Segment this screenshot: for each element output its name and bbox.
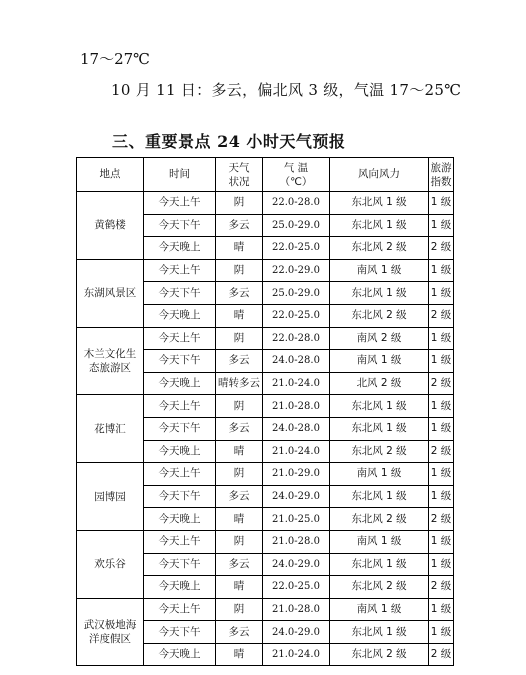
temperature-cell: 24.0-28.0 [263, 417, 330, 440]
travel-index-cell: 1 级 [429, 214, 454, 237]
location-cell: 欢乐谷 [77, 530, 144, 598]
time-cell: 今天晚上 [144, 372, 216, 395]
weather-cell: 晴 [216, 440, 263, 463]
scenic-forecast-table [76, 157, 454, 666]
weather-cell: 晴 [216, 576, 263, 599]
weather-cell: 多云 [216, 417, 263, 440]
temperature-cell: 21.0-28.0 [263, 530, 330, 553]
weather-cell: 晴 [216, 304, 263, 327]
temperature-cell: 22.0-28.0 [263, 327, 330, 350]
location-cell: 武汉极地海洋度假区 [77, 598, 144, 666]
location-cell: 木兰文化生态旅游区 [77, 327, 144, 395]
header-travel-index: 旅游指数 [429, 158, 454, 192]
weather-cell: 阴 [216, 259, 263, 282]
section-title: 三、重要景点 24 小时天气预报 [112, 132, 346, 151]
table-row [77, 598, 454, 621]
travel-index-cell: 2 级 [429, 304, 454, 327]
weather-cell: 阴 [216, 192, 263, 215]
time-cell: 今天下午 [144, 485, 216, 508]
wind-cell: 东北风 2 级 [330, 440, 429, 463]
wind-cell: 东北风 1 级 [330, 282, 429, 305]
table-row [77, 395, 454, 418]
travel-index-cell: 1 级 [429, 350, 454, 373]
wind-cell: 南风 1 级 [330, 259, 429, 282]
temperature-cell: 25.0-29.0 [263, 214, 330, 237]
temperature-cell: 22.0-25.0 [263, 237, 330, 260]
temperature-range-line: 17～27℃ [80, 50, 150, 68]
header-weather: 天气状况 [216, 158, 263, 192]
temperature-cell: 21.0-24.0 [263, 440, 330, 463]
wind-cell: 北风 2 级 [330, 372, 429, 395]
weather-cell: 晴 [216, 237, 263, 260]
weather-cell: 阴 [216, 530, 263, 553]
table-row [77, 327, 454, 350]
temperature-cell: 21.0-24.0 [263, 372, 330, 395]
weather-cell: 多云 [216, 350, 263, 373]
weather-cell: 阴 [216, 463, 263, 486]
temperature-cell: 21.0-28.0 [263, 598, 330, 621]
wind-cell: 东北风 2 级 [330, 237, 429, 260]
wind-cell: 南风 1 级 [330, 530, 429, 553]
time-cell: 今天晚上 [144, 643, 216, 666]
wind-cell: 东北风 2 级 [330, 643, 429, 666]
weather-cell: 多云 [216, 621, 263, 644]
time-cell: 今天上午 [144, 598, 216, 621]
weather-cell: 多云 [216, 214, 263, 237]
time-cell: 今天下午 [144, 214, 216, 237]
table-row [77, 192, 454, 215]
wind-cell: 南风 2 级 [330, 327, 429, 350]
wind-cell: 东北风 1 级 [330, 553, 429, 576]
travel-index-cell: 1 级 [429, 282, 454, 305]
forecast-line: 10 月 11 日：多云，偏北风 3 级，气温 17～25℃ [111, 81, 462, 99]
temperature-cell: 21.0-25.0 [263, 508, 330, 531]
wind-cell: 东北风 1 级 [330, 417, 429, 440]
wind-cell: 东北风 1 级 [330, 214, 429, 237]
header-location: 地点 [77, 158, 144, 192]
time-cell: 今天下午 [144, 621, 216, 644]
travel-index-cell: 1 级 [429, 192, 454, 215]
travel-index-cell: 2 级 [429, 643, 454, 666]
table-row [77, 259, 454, 282]
travel-index-cell: 1 级 [429, 553, 454, 576]
temperature-cell: 24.0-28.0 [263, 350, 330, 373]
weather-cell: 晴 [216, 508, 263, 531]
temperature-cell: 24.0-29.0 [263, 485, 330, 508]
temperature-cell: 21.0-29.0 [263, 463, 330, 486]
weather-cell: 阴 [216, 327, 263, 350]
table-header-row [77, 158, 454, 192]
header-wind: 风向风力 [330, 158, 429, 192]
wind-cell: 南风 1 级 [330, 350, 429, 373]
travel-index-cell: 2 级 [429, 508, 454, 531]
travel-index-cell: 1 级 [429, 463, 454, 486]
time-cell: 今天下午 [144, 282, 216, 305]
temperature-cell: 22.0-25.0 [263, 304, 330, 327]
time-cell: 今天晚上 [144, 508, 216, 531]
time-cell: 今天上午 [144, 192, 216, 215]
temperature-cell: 25.0-29.0 [263, 282, 330, 305]
wind-cell: 东北风 2 级 [330, 576, 429, 599]
time-cell: 今天上午 [144, 463, 216, 486]
travel-index-cell: 2 级 [429, 237, 454, 260]
travel-index-cell: 1 级 [429, 485, 454, 508]
travel-index-cell: 1 级 [429, 417, 454, 440]
wind-cell: 东北风 1 级 [330, 395, 429, 418]
time-cell: 今天晚上 [144, 304, 216, 327]
weather-cell: 多云 [216, 282, 263, 305]
time-cell: 今天晚上 [144, 237, 216, 260]
location-cell: 东湖风景区 [77, 259, 144, 327]
time-cell: 今天晚上 [144, 576, 216, 599]
time-cell: 今天下午 [144, 417, 216, 440]
travel-index-cell: 1 级 [429, 327, 454, 350]
wind-cell: 南风 1 级 [330, 598, 429, 621]
wind-cell: 东北风 2 级 [330, 508, 429, 531]
weather-cell: 多云 [216, 553, 263, 576]
temperature-cell: 21.0-24.0 [263, 643, 330, 666]
header-temperature: 气 温（℃） [263, 158, 330, 192]
table-row [77, 463, 454, 486]
time-cell: 今天上午 [144, 530, 216, 553]
weather-cell: 晴转多云 [216, 372, 263, 395]
wind-cell: 南风 1 级 [330, 463, 429, 486]
weather-cell: 阴 [216, 395, 263, 418]
time-cell: 今天下午 [144, 350, 216, 373]
time-cell: 今天晚上 [144, 440, 216, 463]
travel-index-cell: 2 级 [429, 576, 454, 599]
time-cell: 今天上午 [144, 327, 216, 350]
weather-cell: 阴 [216, 598, 263, 621]
travel-index-cell: 1 级 [429, 598, 454, 621]
wind-cell: 东北风 1 级 [330, 485, 429, 508]
wind-cell: 东北风 1 级 [330, 192, 429, 215]
time-cell: 今天上午 [144, 259, 216, 282]
temperature-cell: 22.0-25.0 [263, 576, 330, 599]
temperature-cell: 21.0-28.0 [263, 395, 330, 418]
temperature-cell: 24.0-29.0 [263, 553, 330, 576]
temperature-cell: 24.0-29.0 [263, 621, 330, 644]
location-cell: 园博园 [77, 463, 144, 531]
temperature-cell: 22.0-29.0 [263, 259, 330, 282]
travel-index-cell: 1 级 [429, 259, 454, 282]
weather-cell: 晴 [216, 643, 263, 666]
wind-cell: 东北风 1 级 [330, 621, 429, 644]
travel-index-cell: 1 级 [429, 395, 454, 418]
time-cell: 今天下午 [144, 553, 216, 576]
temperature-cell: 22.0-28.0 [263, 192, 330, 215]
weather-cell: 多云 [216, 485, 263, 508]
time-cell: 今天上午 [144, 395, 216, 418]
travel-index-cell: 1 级 [429, 530, 454, 553]
wind-cell: 东北风 2 级 [330, 304, 429, 327]
header-time: 时间 [144, 158, 216, 192]
table-row [77, 530, 454, 553]
location-cell: 花博汇 [77, 395, 144, 463]
travel-index-cell: 2 级 [429, 440, 454, 463]
location-cell: 黄鹤楼 [77, 192, 144, 260]
travel-index-cell: 1 级 [429, 621, 454, 644]
travel-index-cell: 2 级 [429, 372, 454, 395]
